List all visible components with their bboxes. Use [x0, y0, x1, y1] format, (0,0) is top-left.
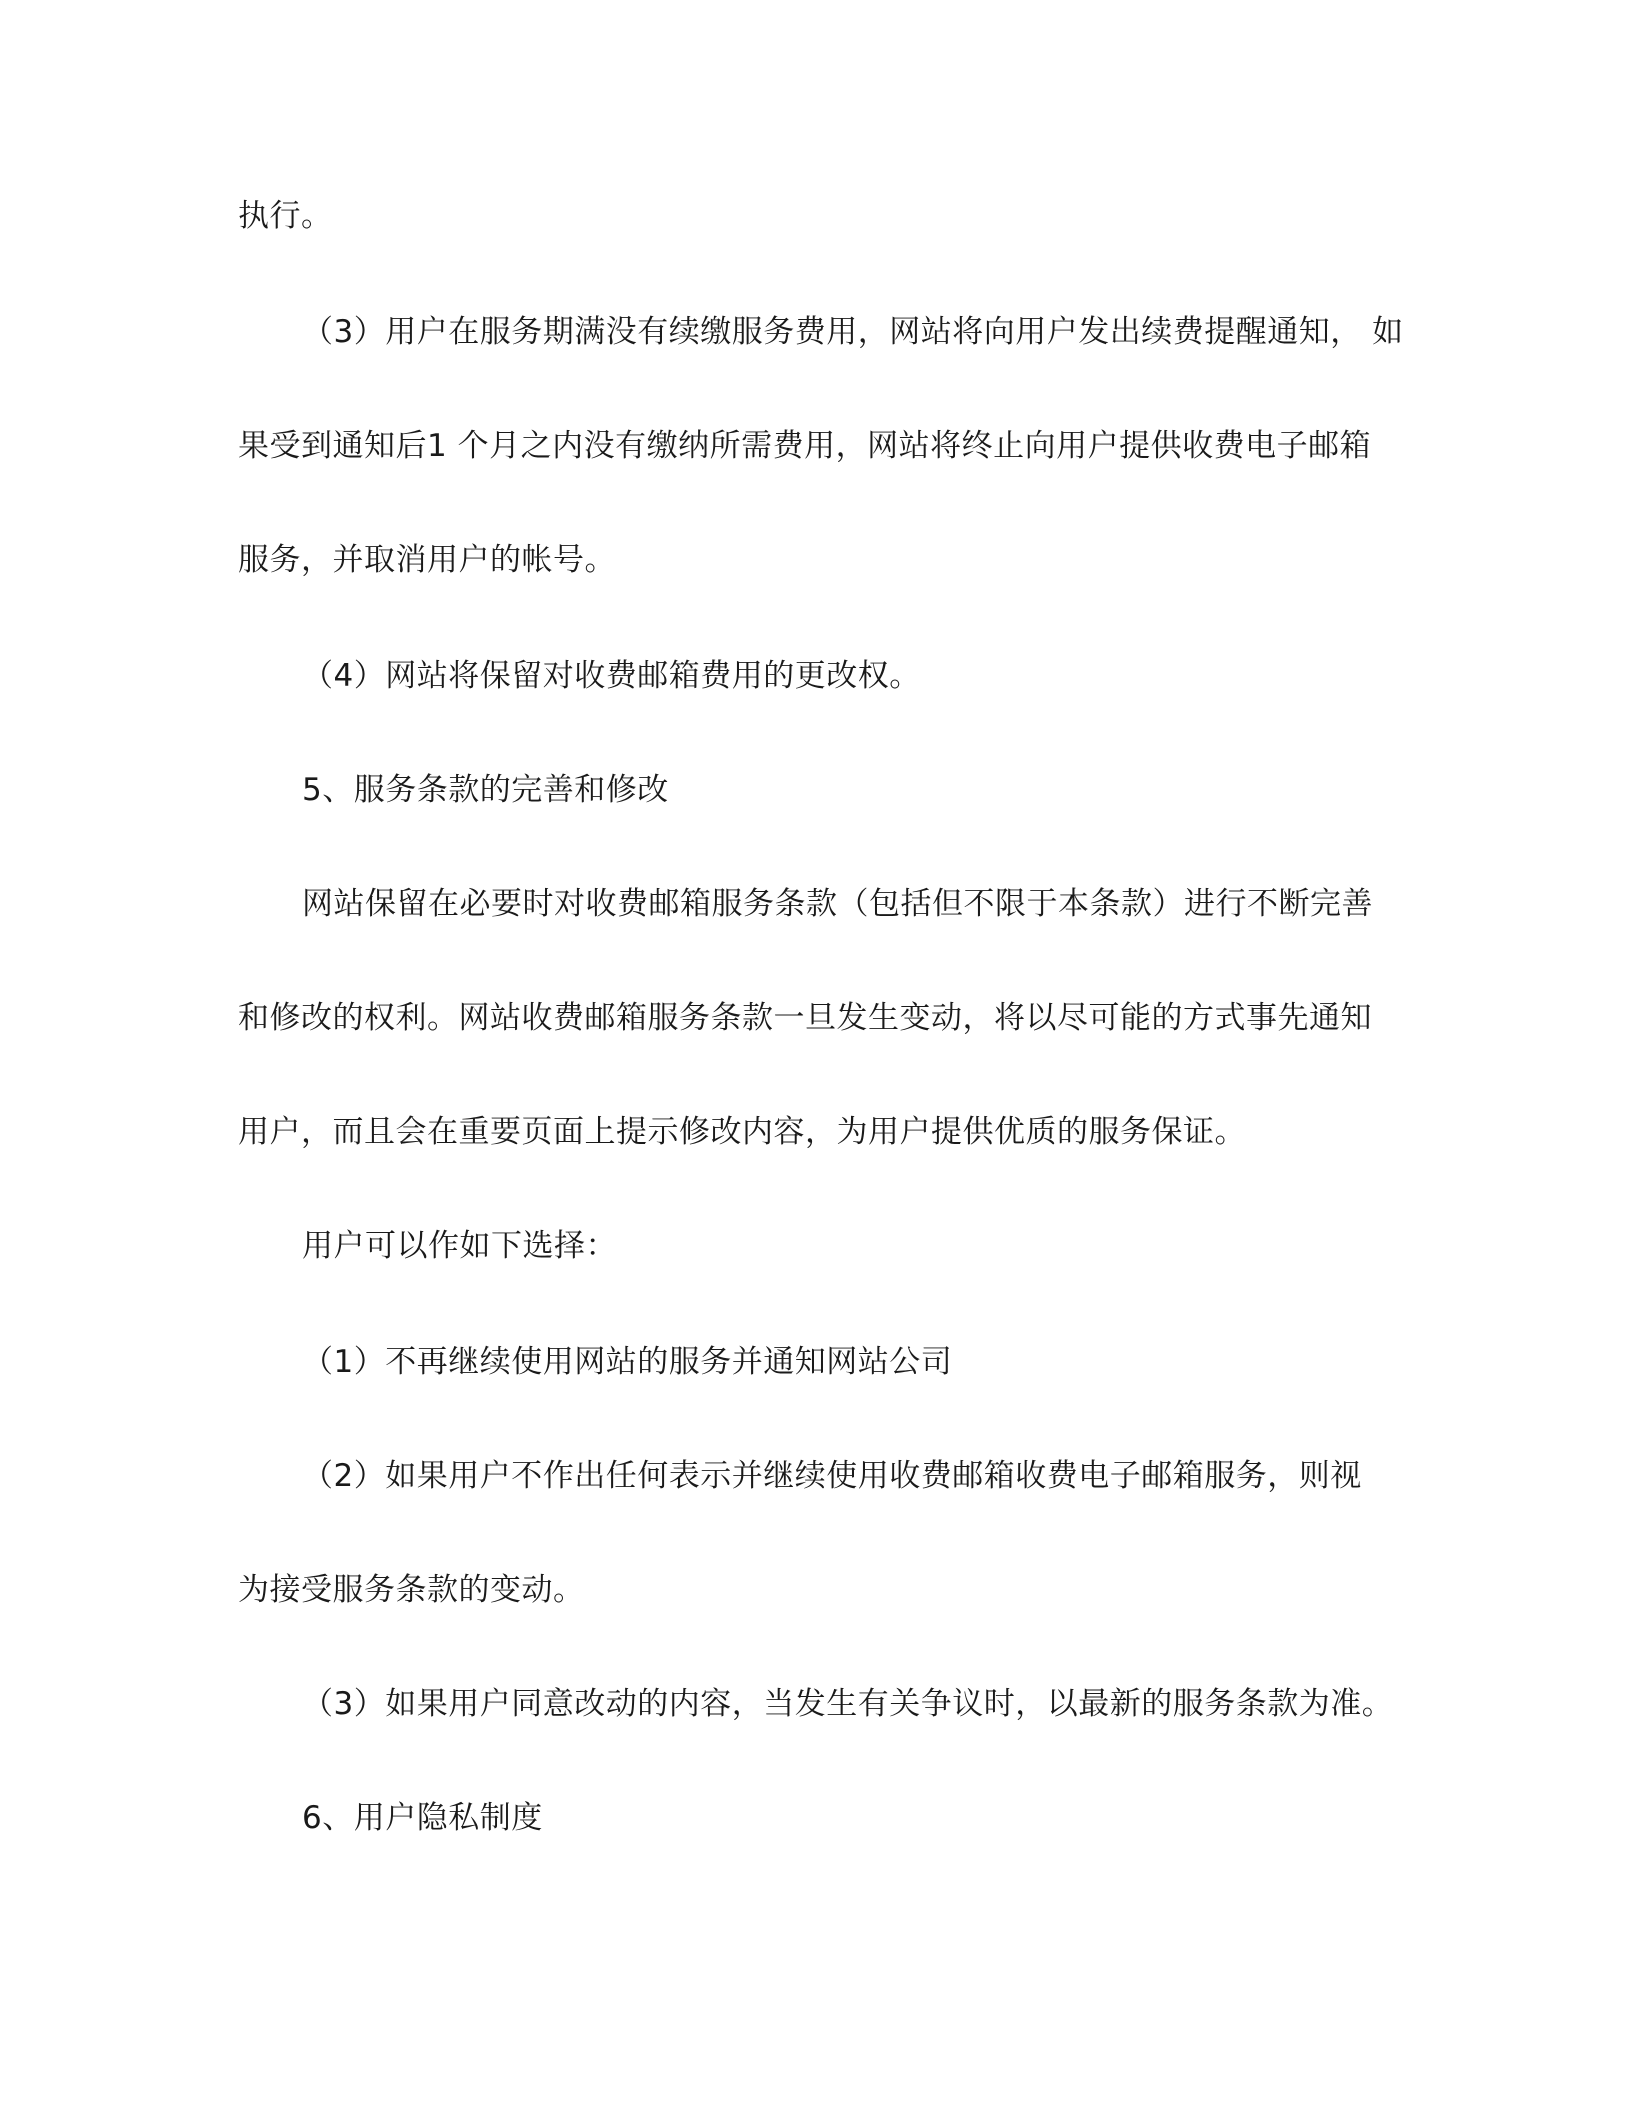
text-line: （4）网站将保留对收费邮箱费用的更改权。: [302, 658, 921, 694]
text-line: 执行。: [238, 198, 333, 234]
text-line: 果受到通知后1 个月之内没有缴纳所需费用，网站将终止向用户提供收费电子邮箱: [238, 428, 1372, 464]
text-line: （3）用户在服务期满没有续缴服务费用，网站将向用户发出续费提醒通知， 如: [302, 314, 1404, 350]
text-line: 用户，而且会在重要页面上提示修改内容，为用户提供优质的服务保证。: [238, 1114, 1246, 1150]
text-line: 服务，并取消用户的帐号。: [238, 542, 616, 578]
text-line: 网站保留在必要时对收费邮箱服务条款（包括但不限于本条款）进行不断完善: [302, 886, 1373, 922]
text-line: 用户可以作如下选择：: [302, 1228, 617, 1264]
text-line: 为接受服务条款的变动。: [238, 1572, 585, 1608]
text-line: （3）如果用户同意改动的内容，当发生有关争议时，以最新的服务条款为准。: [302, 1686, 1394, 1722]
section-heading: 5、服务条款的完善和修改: [302, 772, 669, 808]
section-heading: 6、用户隐私制度: [302, 1800, 543, 1836]
text-line: （1）不再继续使用网站的服务并通知网站公司: [302, 1344, 953, 1380]
text-line: （2）如果用户不作出任何表示并继续使用收费邮箱收费电子邮箱服务，则视: [302, 1458, 1362, 1494]
text-line: 和修改的权利。网站收费邮箱服务条款一旦发生变动，将以尽可能的方式事先通知: [238, 1000, 1372, 1036]
